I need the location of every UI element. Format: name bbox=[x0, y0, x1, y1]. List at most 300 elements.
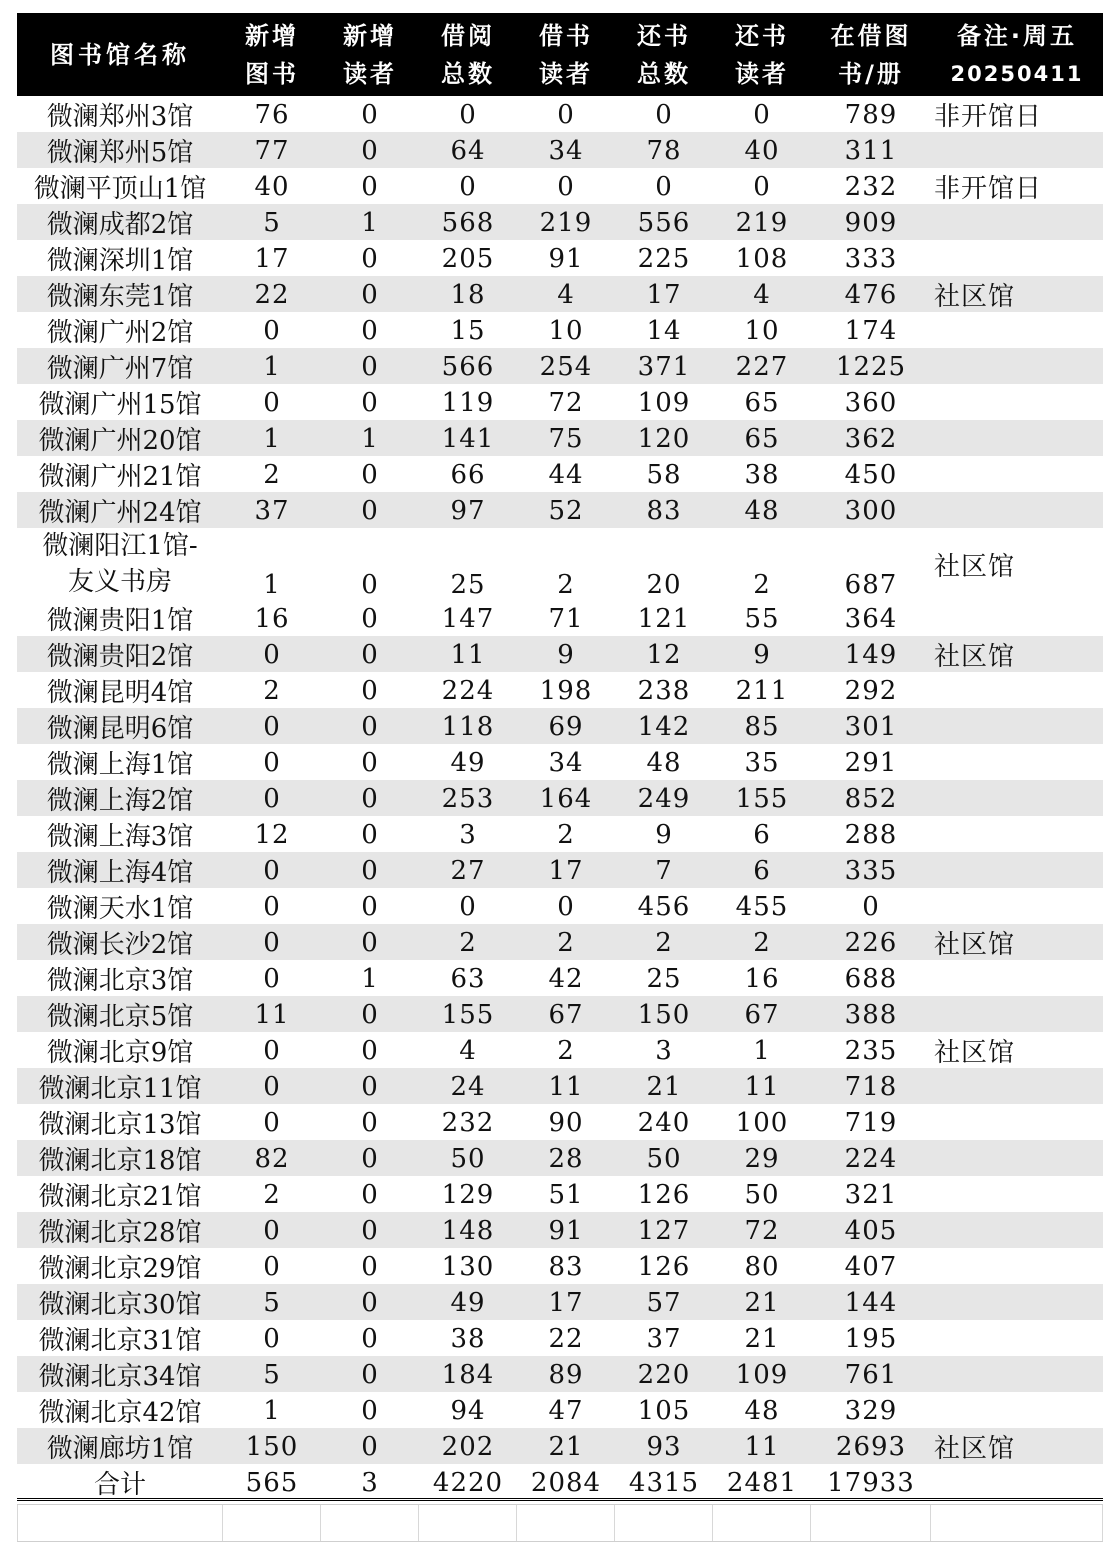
new-readers-cell: 0 bbox=[361, 783, 379, 814]
borrow-total-cell: 205 bbox=[441, 243, 495, 274]
return-readers-cell: 455 bbox=[735, 891, 789, 922]
new-readers-cell: 0 bbox=[361, 570, 379, 600]
borrow-total-cell: 155 bbox=[441, 999, 495, 1030]
borrow-readers-cell: 11 bbox=[548, 1071, 584, 1102]
borrow-readers-cell: 44 bbox=[548, 459, 584, 490]
new-books-cell: 1 bbox=[263, 1395, 281, 1426]
library-name-line: 微澜天水1馆 bbox=[46, 894, 194, 924]
borrow-readers-cell: 71 bbox=[548, 603, 584, 634]
library-name bbox=[17, 1212, 223, 1249]
empty-cell bbox=[517, 1505, 615, 1541]
return-readers-cell: 1 bbox=[753, 1035, 771, 1066]
new-books-cell: 0 bbox=[263, 927, 281, 958]
borrow-readers-cell: 91 bbox=[548, 1215, 584, 1246]
library-name-line: 微澜昆明6馆 bbox=[46, 714, 194, 744]
return-readers-cell: 2 bbox=[753, 927, 771, 958]
on-loan-cell: 761 bbox=[844, 1359, 898, 1390]
borrow-readers-cell: 2 bbox=[557, 927, 575, 958]
return-readers-cell: 11 bbox=[744, 1431, 780, 1462]
new-books-cell: 0 bbox=[263, 1251, 281, 1282]
borrow-readers-cell: 254 bbox=[539, 351, 593, 382]
on-loan-cell: 1225 bbox=[835, 351, 907, 382]
new-books-cell: 76 bbox=[254, 99, 290, 130]
total-return-readers: 2481 bbox=[726, 1467, 798, 1498]
return-total-cell: 456 bbox=[637, 891, 691, 922]
library-name bbox=[17, 96, 223, 133]
return-readers-cell: 72 bbox=[744, 1215, 780, 1246]
remark-cell: 社区馆 bbox=[934, 1434, 1016, 1464]
on-loan-cell: 301 bbox=[844, 711, 898, 742]
empty-cell bbox=[419, 1505, 517, 1541]
borrow-total-cell: 4 bbox=[459, 1035, 477, 1066]
new-readers-cell: 0 bbox=[361, 1395, 379, 1426]
borrow-readers-cell: 34 bbox=[548, 135, 584, 166]
remark-cell: 非开馆日 bbox=[934, 174, 1043, 204]
library-name-line: 微澜北京21馆 bbox=[38, 1182, 202, 1212]
remark-cell: 社区馆 bbox=[934, 930, 1016, 960]
borrow-total-cell: 566 bbox=[441, 351, 495, 382]
borrow-readers-cell: 17 bbox=[548, 1287, 584, 1318]
new-books-cell: 0 bbox=[263, 747, 281, 778]
borrow-readers-cell: 10 bbox=[548, 315, 584, 346]
header-remark: 备注·周五 20250411 bbox=[950, 21, 1084, 86]
return-readers-cell: 211 bbox=[735, 675, 789, 706]
on-loan-cell: 476 bbox=[844, 279, 898, 310]
return-total-cell: 556 bbox=[637, 207, 691, 238]
library-name bbox=[17, 348, 223, 385]
library-name bbox=[17, 240, 223, 277]
return-total-cell: 3 bbox=[655, 1035, 673, 1066]
new-books-cell: 0 bbox=[263, 1035, 281, 1066]
library-name bbox=[17, 1032, 223, 1069]
new-readers-cell: 1 bbox=[361, 423, 379, 454]
borrow-readers-cell: 219 bbox=[539, 207, 593, 238]
library-name bbox=[17, 600, 223, 637]
total-label: 合计 bbox=[93, 1470, 146, 1500]
library-name bbox=[17, 384, 223, 421]
library-name-line: 友义书房 bbox=[67, 567, 172, 597]
borrow-total-cell: 129 bbox=[441, 1179, 495, 1210]
remark-cell: 社区馆 bbox=[934, 642, 1016, 672]
new-readers-cell: 0 bbox=[361, 1431, 379, 1462]
on-loan-cell: 291 bbox=[844, 747, 898, 778]
table-row bbox=[17, 636, 1103, 672]
return-total-cell: 142 bbox=[637, 711, 691, 742]
borrow-total-cell: 0 bbox=[459, 99, 477, 130]
new-books-cell: 0 bbox=[263, 711, 281, 742]
return-readers-cell: 227 bbox=[735, 351, 789, 382]
library-name-line: 微澜北京29馆 bbox=[38, 1254, 202, 1284]
library-name bbox=[17, 1284, 223, 1321]
library-name-line: 微澜昆明4馆 bbox=[46, 678, 194, 708]
borrow-total-cell: 130 bbox=[441, 1251, 495, 1282]
library-name bbox=[17, 672, 223, 709]
header-borrow-readers: 借书 读者 bbox=[539, 21, 593, 88]
new-readers-cell: 0 bbox=[361, 315, 379, 346]
empty-cell bbox=[615, 1505, 713, 1541]
borrow-readers-cell: 52 bbox=[548, 495, 584, 526]
return-readers-cell: 6 bbox=[753, 855, 771, 886]
return-total-cell: 249 bbox=[637, 783, 691, 814]
on-loan-cell: 852 bbox=[844, 783, 898, 814]
library-name-line: 微澜北京34馆 bbox=[38, 1362, 202, 1392]
new-readers-cell: 0 bbox=[361, 747, 379, 778]
borrow-total-cell: 148 bbox=[441, 1215, 495, 1246]
new-readers-cell: 0 bbox=[361, 1251, 379, 1282]
total-return-total: 4315 bbox=[628, 1467, 700, 1498]
library-name bbox=[17, 276, 223, 313]
borrow-total-cell: 147 bbox=[441, 603, 495, 634]
library-name bbox=[17, 1320, 223, 1357]
return-readers-cell: 40 bbox=[744, 135, 780, 166]
library-name bbox=[17, 420, 223, 457]
library-name-line: 微澜广州2馆 bbox=[46, 318, 194, 348]
borrow-total-cell: 3 bbox=[459, 819, 477, 850]
return-total-cell: 9 bbox=[655, 819, 673, 850]
return-readers-cell: 155 bbox=[735, 783, 789, 814]
table-row bbox=[17, 780, 1103, 816]
table-row bbox=[17, 1320, 1103, 1356]
table-row bbox=[17, 1032, 1103, 1068]
on-loan-cell: 224 bbox=[844, 1143, 898, 1174]
borrow-readers-cell: 91 bbox=[548, 243, 584, 274]
library-name-line: 微澜广州7馆 bbox=[46, 354, 194, 384]
table-row bbox=[17, 708, 1103, 744]
borrow-readers-cell: 198 bbox=[539, 675, 593, 706]
on-loan-cell: 311 bbox=[844, 135, 898, 166]
return-readers-cell: 48 bbox=[744, 495, 780, 526]
borrow-readers-cell: 51 bbox=[548, 1179, 584, 1210]
library-name bbox=[17, 1176, 223, 1213]
library-name-line: 微澜上海1馆 bbox=[46, 750, 194, 780]
header-new-books: 新增 图书 bbox=[245, 21, 299, 88]
new-readers-cell: 0 bbox=[361, 927, 379, 958]
borrow-readers-cell: 2 bbox=[557, 570, 575, 600]
on-loan-cell: 174 bbox=[844, 315, 898, 346]
new-books-cell: 12 bbox=[254, 819, 290, 850]
borrow-total-cell: 11 bbox=[450, 639, 486, 670]
borrow-total-cell: 2 bbox=[459, 927, 477, 958]
borrow-readers-cell: 0 bbox=[557, 99, 575, 130]
new-books-cell: 0 bbox=[263, 387, 281, 418]
on-loan-cell: 321 bbox=[844, 1179, 898, 1210]
return-readers-cell: 29 bbox=[744, 1143, 780, 1174]
table-row bbox=[17, 168, 1103, 204]
library-name-line: 微澜北京9馆 bbox=[46, 1038, 194, 1068]
new-readers-cell: 0 bbox=[361, 711, 379, 742]
remark-cell: 社区馆 bbox=[934, 551, 1016, 582]
borrow-readers-cell: 75 bbox=[548, 423, 584, 454]
borrow-readers-cell: 164 bbox=[539, 783, 593, 814]
borrow-readers-cell: 2 bbox=[557, 819, 575, 850]
on-loan-cell: 687 bbox=[844, 570, 898, 600]
new-books-cell: 0 bbox=[263, 963, 281, 994]
return-total-cell: 12 bbox=[646, 639, 682, 670]
table-row bbox=[17, 240, 1103, 276]
on-loan-cell: 450 bbox=[844, 459, 898, 490]
table-row bbox=[17, 924, 1103, 960]
return-readers-cell: 4 bbox=[753, 279, 771, 310]
library-stats-sheet bbox=[17, 13, 1103, 1542]
remark-cell: 社区馆 bbox=[934, 1038, 1016, 1068]
new-readers-cell: 0 bbox=[361, 387, 379, 418]
library-name-line: 微澜上海4馆 bbox=[46, 858, 194, 888]
library-name bbox=[17, 996, 223, 1033]
return-total-cell: 78 bbox=[646, 135, 682, 166]
new-readers-cell: 0 bbox=[361, 1143, 379, 1174]
borrow-total-cell: 64 bbox=[450, 135, 486, 166]
remark-cell: 非开馆日 bbox=[934, 102, 1043, 132]
library-name bbox=[17, 780, 223, 817]
borrow-total-cell: 224 bbox=[441, 675, 495, 706]
borrow-total-cell: 25 bbox=[450, 570, 486, 600]
library-name bbox=[17, 312, 223, 349]
borrow-total-cell: 18 bbox=[450, 279, 486, 310]
header-return-readers: 还书 读者 bbox=[735, 21, 789, 88]
return-total-cell: 50 bbox=[646, 1143, 682, 1174]
table-row bbox=[17, 312, 1103, 348]
borrow-total-cell: 49 bbox=[450, 747, 486, 778]
on-loan-cell: 407 bbox=[844, 1251, 898, 1282]
table-row bbox=[17, 996, 1103, 1032]
borrow-total-cell: 184 bbox=[441, 1359, 495, 1390]
return-readers-cell: 100 bbox=[735, 1107, 789, 1138]
library-name-line: 微澜北京11馆 bbox=[38, 1074, 202, 1104]
header-return-total: 还书 总数 bbox=[637, 21, 691, 88]
borrow-total-cell: 0 bbox=[459, 171, 477, 202]
library-name bbox=[17, 1068, 223, 1105]
new-books-cell: 1 bbox=[263, 423, 281, 454]
empty-cell bbox=[931, 1505, 1103, 1541]
new-books-cell: 17 bbox=[254, 243, 290, 274]
empty-cell bbox=[811, 1505, 931, 1541]
total-borrow-readers: 2084 bbox=[530, 1467, 602, 1498]
new-books-cell: 40 bbox=[254, 171, 290, 202]
library-name-line: 微澜北京5馆 bbox=[46, 1002, 194, 1032]
return-total-cell: 121 bbox=[637, 603, 691, 634]
new-readers-cell: 0 bbox=[361, 243, 379, 274]
on-loan-cell: 909 bbox=[844, 207, 898, 238]
on-loan-cell: 362 bbox=[844, 423, 898, 454]
new-books-cell: 82 bbox=[254, 1143, 290, 1174]
return-readers-cell: 6 bbox=[753, 819, 771, 850]
table-row bbox=[17, 816, 1103, 852]
return-total-cell: 14 bbox=[646, 315, 682, 346]
library-name-line: 微澜广州24馆 bbox=[38, 498, 202, 528]
library-name-line: 微澜广州20馆 bbox=[38, 426, 202, 456]
borrow-total-cell: 15 bbox=[450, 315, 486, 346]
library-name bbox=[17, 1140, 223, 1177]
library-name-line: 微澜长沙2馆 bbox=[46, 930, 194, 960]
library-name-line: 微澜北京31馆 bbox=[38, 1326, 202, 1356]
total-on-loan: 17933 bbox=[827, 1467, 915, 1498]
new-books-cell: 37 bbox=[254, 495, 290, 526]
library-name-line: 微澜北京18馆 bbox=[38, 1146, 202, 1176]
new-books-cell: 0 bbox=[263, 855, 281, 886]
return-total-cell: 21 bbox=[646, 1071, 682, 1102]
return-total-cell: 120 bbox=[637, 423, 691, 454]
return-total-cell: 238 bbox=[637, 675, 691, 706]
on-loan-cell: 364 bbox=[844, 603, 898, 634]
new-readers-cell: 0 bbox=[361, 1179, 379, 1210]
library-name-line: 微澜北京30馆 bbox=[38, 1290, 202, 1320]
borrow-readers-cell: 83 bbox=[548, 1251, 584, 1282]
empty-row bbox=[17, 1504, 1103, 1542]
return-total-cell: 37 bbox=[646, 1323, 682, 1354]
borrow-total-cell: 568 bbox=[441, 207, 495, 238]
new-books-cell: 150 bbox=[245, 1431, 299, 1462]
new-books-cell: 5 bbox=[263, 207, 281, 238]
return-total-cell: 7 bbox=[655, 855, 673, 886]
new-readers-cell: 0 bbox=[361, 1071, 379, 1102]
table-row bbox=[17, 744, 1103, 780]
return-readers-cell: 55 bbox=[744, 603, 780, 634]
return-readers-cell: 80 bbox=[744, 1251, 780, 1282]
new-books-cell: 2 bbox=[263, 675, 281, 706]
table-row bbox=[17, 1104, 1103, 1140]
on-loan-cell: 718 bbox=[844, 1071, 898, 1102]
new-books-cell: 0 bbox=[263, 1323, 281, 1354]
new-books-cell: 2 bbox=[263, 1179, 281, 1210]
new-books-cell: 5 bbox=[263, 1359, 281, 1390]
return-readers-cell: 108 bbox=[735, 243, 789, 274]
return-total-cell: 20 bbox=[646, 570, 682, 600]
header-library-name: 图书馆名称 bbox=[50, 40, 190, 69]
on-loan-cell: 232 bbox=[844, 171, 898, 202]
empty-cell bbox=[321, 1505, 419, 1541]
table-row bbox=[17, 852, 1103, 888]
new-readers-cell: 0 bbox=[361, 675, 379, 706]
table-row bbox=[17, 384, 1103, 420]
borrow-readers-cell: 67 bbox=[548, 999, 584, 1030]
borrow-readers-cell: 34 bbox=[548, 747, 584, 778]
return-total-cell: 109 bbox=[637, 387, 691, 418]
on-loan-cell: 2693 bbox=[835, 1431, 907, 1462]
table-row bbox=[17, 600, 1103, 636]
library-name-line: 微澜平顶山1馆 bbox=[33, 174, 207, 204]
new-books-cell: 0 bbox=[263, 783, 281, 814]
on-loan-cell: 144 bbox=[844, 1287, 898, 1318]
borrow-readers-cell: 90 bbox=[548, 1107, 584, 1138]
library-name-line: 微澜东莞1馆 bbox=[46, 282, 194, 312]
new-readers-cell: 0 bbox=[361, 1215, 379, 1246]
table-row bbox=[17, 1284, 1103, 1320]
new-readers-cell: 0 bbox=[361, 603, 379, 634]
return-total-cell: 150 bbox=[637, 999, 691, 1030]
new-readers-cell: 0 bbox=[361, 999, 379, 1030]
on-loan-cell: 405 bbox=[844, 1215, 898, 1246]
return-readers-cell: 85 bbox=[744, 711, 780, 742]
table-header bbox=[17, 13, 1103, 96]
on-loan-cell: 288 bbox=[844, 819, 898, 850]
new-readers-cell: 0 bbox=[361, 855, 379, 886]
on-loan-cell: 360 bbox=[844, 387, 898, 418]
new-books-cell: 0 bbox=[263, 1215, 281, 1246]
on-loan-cell: 149 bbox=[844, 639, 898, 670]
return-readers-cell: 9 bbox=[753, 639, 771, 670]
on-loan-cell: 329 bbox=[844, 1395, 898, 1426]
library-name bbox=[17, 132, 223, 169]
return-total-cell: 126 bbox=[637, 1179, 691, 1210]
library-name-line: 微澜成都2馆 bbox=[46, 210, 194, 240]
library-name-line: 微澜北京3馆 bbox=[46, 966, 194, 996]
header-new-readers: 新增 读者 bbox=[343, 21, 397, 88]
borrow-total-cell: 50 bbox=[450, 1143, 486, 1174]
on-loan-cell: 333 bbox=[844, 243, 898, 274]
new-books-cell: 0 bbox=[263, 315, 281, 346]
new-readers-cell: 1 bbox=[361, 963, 379, 994]
total-row bbox=[17, 1464, 1103, 1501]
library-name bbox=[17, 960, 223, 997]
library-name bbox=[17, 636, 223, 673]
library-name-line: 微澜北京28馆 bbox=[38, 1218, 202, 1248]
new-readers-cell: 0 bbox=[361, 171, 379, 202]
return-total-cell: 83 bbox=[646, 495, 682, 526]
borrow-readers-cell: 9 bbox=[557, 639, 575, 670]
return-total-cell: 0 bbox=[655, 171, 673, 202]
on-loan-cell: 300 bbox=[844, 495, 898, 526]
library-name bbox=[17, 492, 223, 529]
table-row bbox=[17, 348, 1103, 384]
on-loan-cell: 719 bbox=[844, 1107, 898, 1138]
library-name bbox=[17, 852, 223, 889]
borrow-readers-cell: 0 bbox=[557, 891, 575, 922]
table-row bbox=[17, 456, 1103, 492]
table-row bbox=[17, 1140, 1103, 1176]
library-name-line: 微澜北京42馆 bbox=[38, 1398, 202, 1428]
new-books-cell: 2 bbox=[263, 459, 281, 490]
library-name-line: 微澜北京13馆 bbox=[38, 1110, 202, 1140]
return-readers-cell: 11 bbox=[744, 1071, 780, 1102]
new-books-cell: 0 bbox=[263, 891, 281, 922]
return-readers-cell: 16 bbox=[744, 963, 780, 994]
library-name bbox=[17, 168, 223, 205]
return-total-cell: 225 bbox=[637, 243, 691, 274]
return-readers-cell: 38 bbox=[744, 459, 780, 490]
borrow-readers-cell: 72 bbox=[548, 387, 584, 418]
new-books-cell: 1 bbox=[263, 570, 281, 600]
library-name-line: 微澜广州21馆 bbox=[38, 462, 202, 492]
empty-cell bbox=[17, 1505, 223, 1541]
library-name-line: 微澜上海3馆 bbox=[46, 822, 194, 852]
new-readers-cell: 0 bbox=[361, 1359, 379, 1390]
on-loan-cell: 292 bbox=[844, 675, 898, 706]
table-row bbox=[17, 1176, 1103, 1212]
borrow-total-cell: 38 bbox=[450, 1323, 486, 1354]
table-row bbox=[17, 672, 1103, 708]
library-name-line: 微澜贵阳2馆 bbox=[46, 642, 194, 672]
library-name-line: 微澜上海2馆 bbox=[46, 786, 194, 816]
table-row bbox=[17, 1248, 1103, 1284]
library-name-line: 微澜郑州5馆 bbox=[46, 138, 194, 168]
borrow-total-cell: 94 bbox=[450, 1395, 486, 1426]
return-readers-cell: 35 bbox=[744, 747, 780, 778]
on-loan-cell: 0 bbox=[862, 891, 880, 922]
on-loan-cell: 195 bbox=[844, 1323, 898, 1354]
borrow-readers-cell: 21 bbox=[548, 1431, 584, 1462]
return-total-cell: 105 bbox=[637, 1395, 691, 1426]
return-total-cell: 2 bbox=[655, 927, 673, 958]
table-row bbox=[17, 1392, 1103, 1428]
library-name-line: 微澜深圳1馆 bbox=[46, 246, 194, 276]
table-row bbox=[17, 1068, 1103, 1104]
return-readers-cell: 2 bbox=[753, 570, 771, 600]
borrow-total-cell: 0 bbox=[459, 891, 477, 922]
table-row bbox=[17, 888, 1103, 924]
return-readers-cell: 10 bbox=[744, 315, 780, 346]
return-total-cell: 57 bbox=[646, 1287, 682, 1318]
library-name-line: 微澜廊坊1馆 bbox=[46, 1434, 194, 1464]
